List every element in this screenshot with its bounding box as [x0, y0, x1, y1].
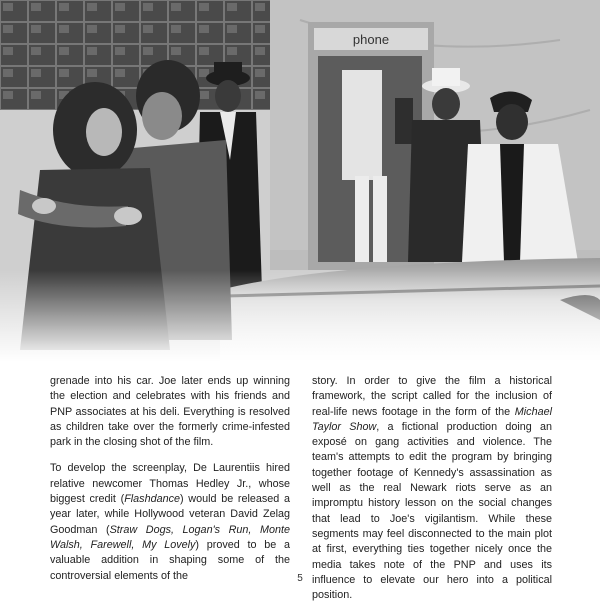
page-number: 5 — [297, 573, 303, 584]
show-title: Michael Taylor Show — [312, 405, 552, 433]
paragraph-right-1: story. In order to give the film a historical framework, the script called for the inclusion of real-life news footage in the form of the Michael Taylor Show, a fictional production doing an exposé on gang activities and violence. The team's attempts to edit the program by bringing together footage of Kennedy's assassination as well as the real Newark riots serve as an impromptu history lesson on the social changes that lead to Joe's vigilantism. While these segments may feel disconnected to the main plot at first, everything ties together nicely once the media takes note of the PNP and uses its influence to elevate our hero into a political position. — [312, 375, 553, 602]
paragraph-left-2: To develop the screenplay, De Laurentiis hired relative newcomer Thomas Hedley Jr., whose biggest credit (Flashdance) would be released a year later, while Hollywood veteran David Zelag Goodman (Straw Dogs, Logan's Run, Monte Walsh, Farewell, My Lovely) proved to be a valuable addition in shaping some of the controversial elements of the — [50, 462, 290, 582]
film-credits-list: Straw Dogs, Logan's Run, Monte Walsh, Farewell, My Lovely — [50, 523, 290, 551]
paragraph-left-1: grenade into his car. Joe later ends up winning the election and celebrates with his friends and PNP associates at his deli. Everything is resolved as children take over the formerly crime-infested park in the closing shot of the film. — [50, 375, 290, 449]
text-column-left — [50, 374, 290, 595]
film-title-flashdance: Flashdance — [124, 493, 181, 506]
phone-sign: phone — [352, 32, 390, 47]
